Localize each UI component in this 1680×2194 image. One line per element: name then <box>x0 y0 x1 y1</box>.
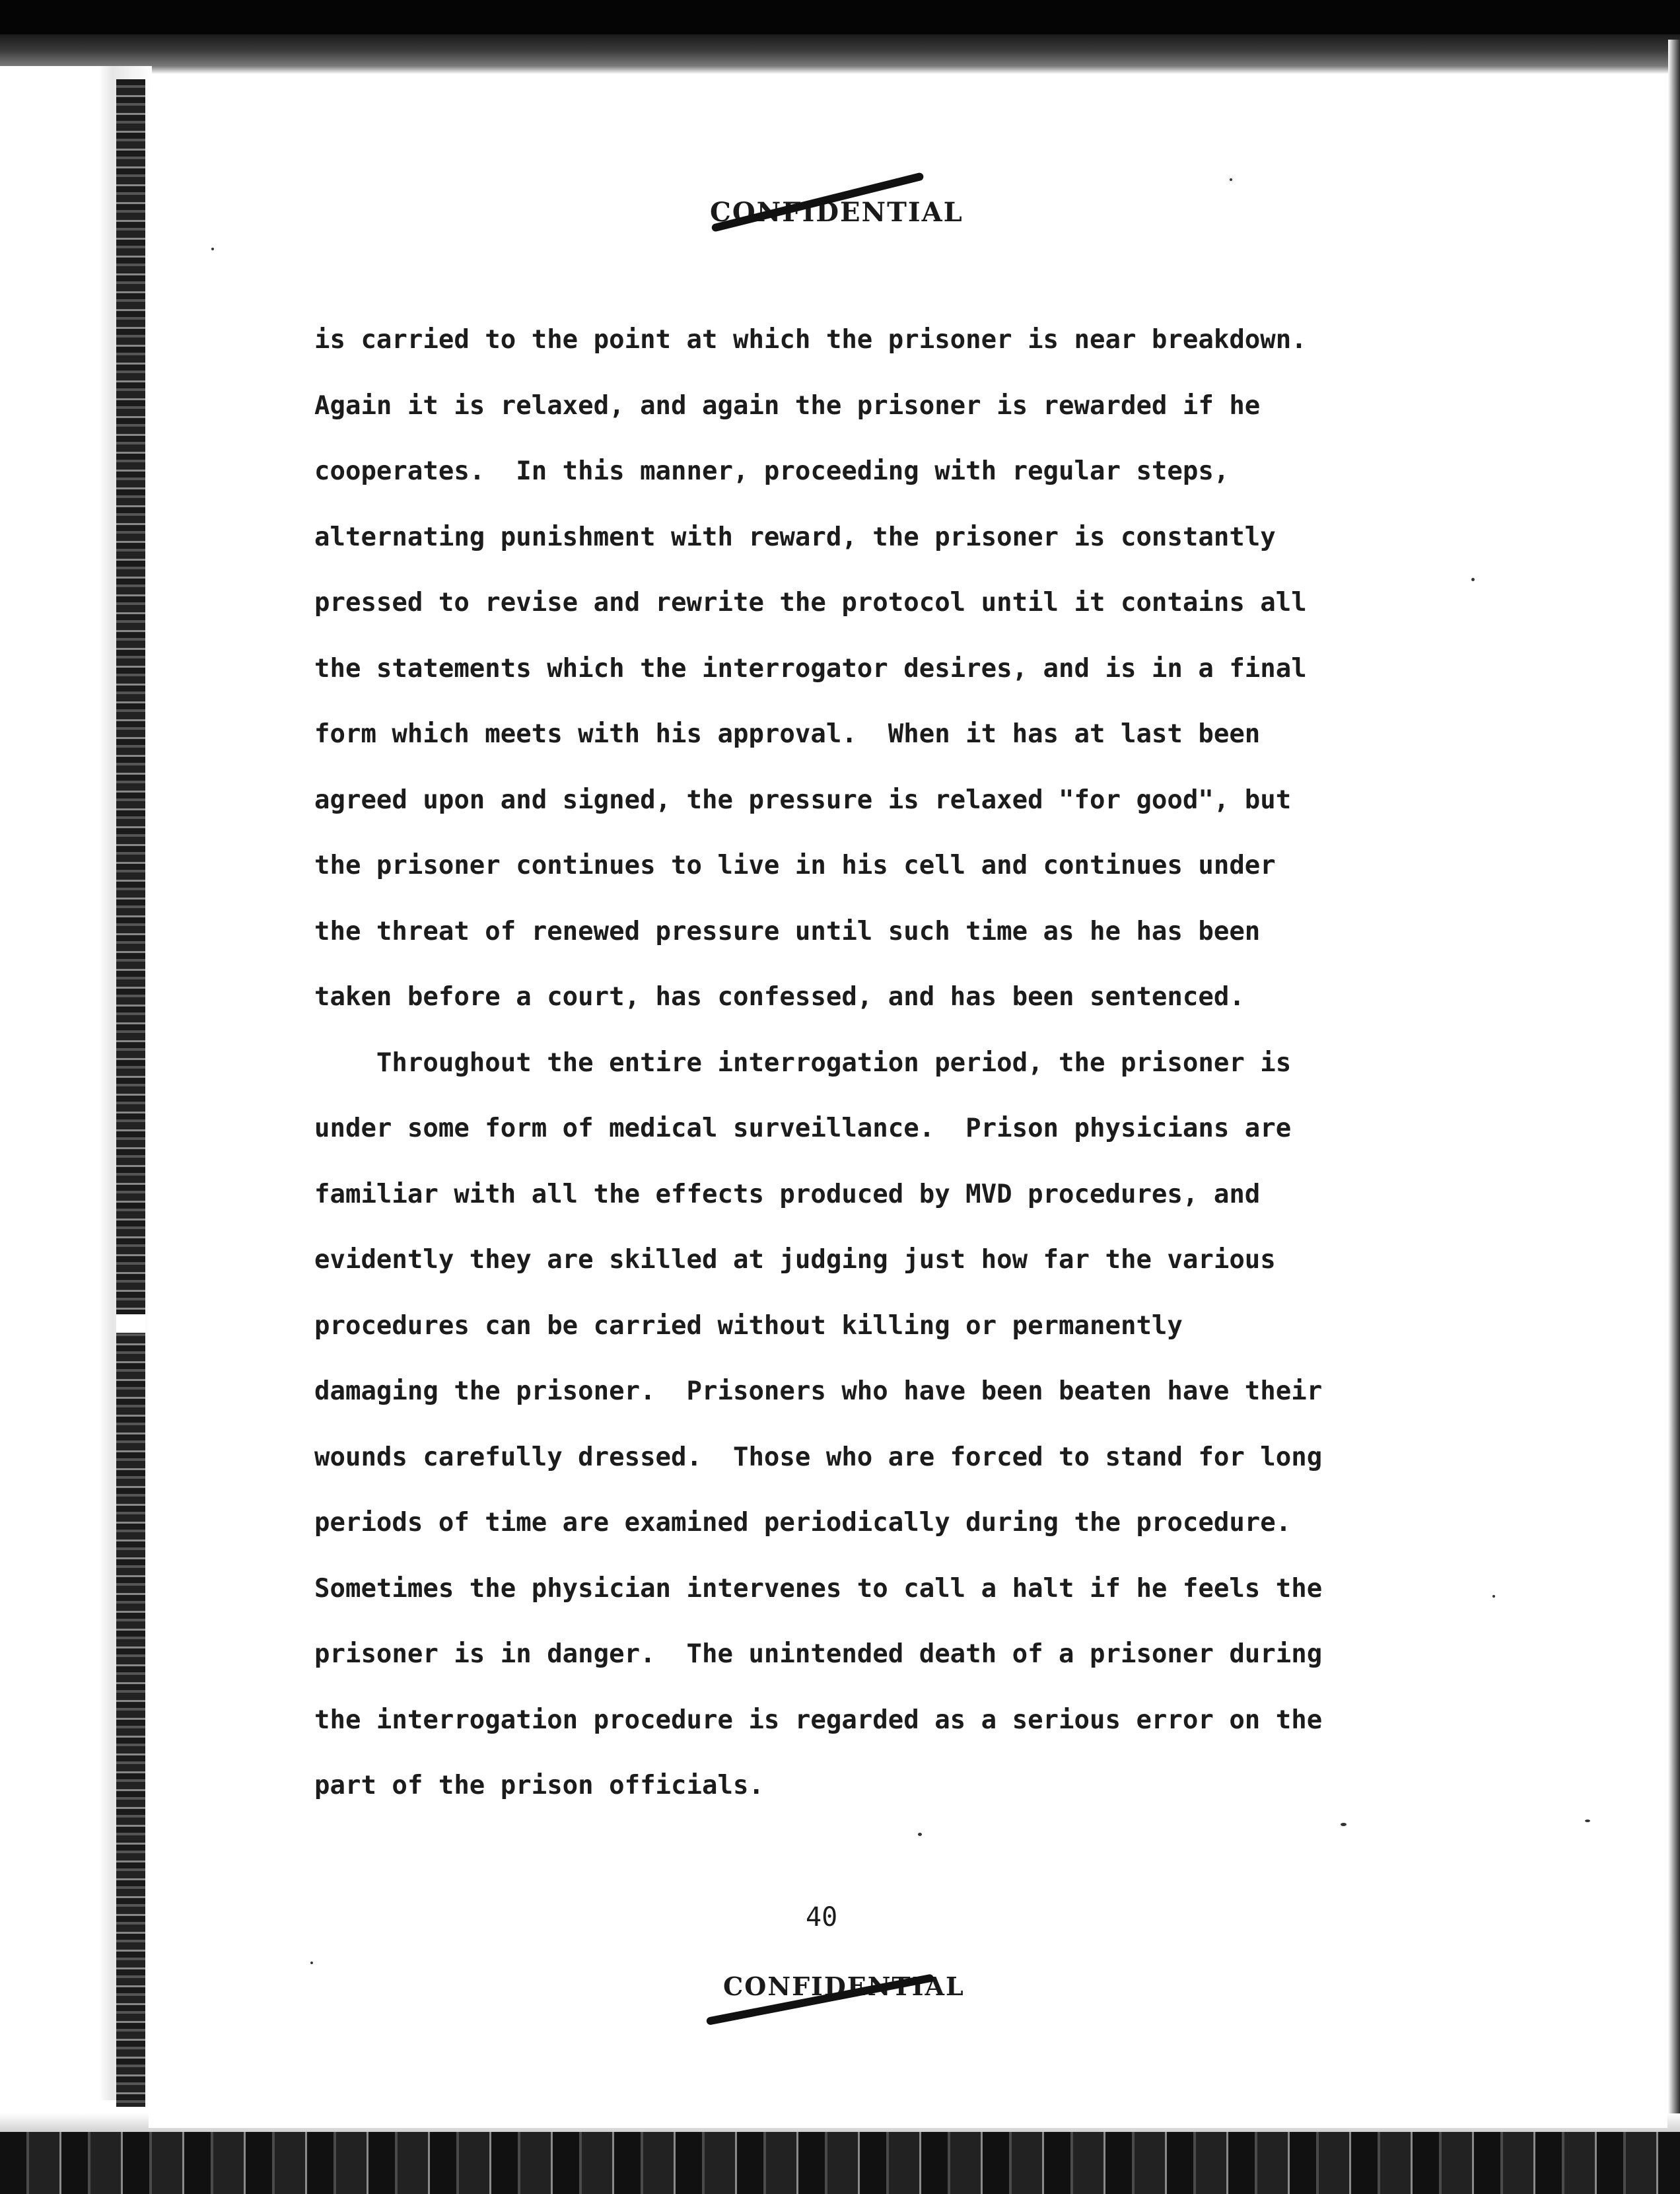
header-classification-stamp: CONFIDENTIAL <box>710 197 963 228</box>
text-line: periods of time are examined periodically during the procedure. <box>314 1508 1292 1538</box>
text-line: alternating punishment with reward, the prisoner is constantly <box>314 522 1276 552</box>
text-line: Again it is relaxed, and again the prisoner is rewarded if he <box>314 390 1261 421</box>
scan-speck <box>310 1962 313 1964</box>
text-line: taken before a court, has confessed, and has been sentenced. <box>314 982 1245 1012</box>
scan-border-left <box>116 79 145 2107</box>
text-line: wounds carefully dressed. Those who are forced to stand for long <box>314 1442 1323 1472</box>
scan-border-right <box>1668 40 1680 2140</box>
text-line: evidently they are skilled at judging just how far the various <box>314 1245 1276 1275</box>
text-line: pressed to revise and rewrite the protocol until it contains all <box>314 588 1307 618</box>
scan-border-bottom <box>0 2132 1680 2194</box>
text-line: part of the prison officials. <box>314 1771 764 1800</box>
text-line: prisoner is in danger. The unintended death of a prisoner during <box>314 1639 1323 1669</box>
scan-border-top <box>0 0 1680 34</box>
scan-speck <box>211 248 214 250</box>
text-line: the prisoner continues to live in his cell and continues under <box>314 851 1276 880</box>
text-line: Throughout the entire interrogation period, the prisoner is <box>314 1047 1292 1078</box>
scan-border-left-gap <box>116 1314 145 1333</box>
scan-shadow-top <box>0 34 1680 74</box>
scan-speck <box>1341 1823 1347 1826</box>
text-line: under some form of medical surveillance. Prison physicians are <box>314 1114 1292 1143</box>
text-line: form which meets with his approval. When it has at last been <box>314 719 1261 749</box>
scan-speck <box>1471 578 1475 581</box>
text-line: damaging the prisoner. Prisoners who have been beaten have their <box>314 1376 1323 1406</box>
page-number: 40 <box>806 1902 838 1932</box>
text-line: Sometimes the physician intervenes to call a halt if he feels the <box>314 1573 1323 1604</box>
scan-speck <box>1230 178 1232 181</box>
document-body <box>314 322 1437 1834</box>
text-line: familiar with all the effects produced by MVD procedures, and <box>314 1179 1261 1209</box>
text-line: the statements which the interrogator desires, and is in a final <box>314 653 1307 684</box>
footer-classification-stamp: CONFIDENTIAL <box>723 1971 965 2001</box>
text-line: procedures can be carried without killing or permanently <box>314 1310 1183 1341</box>
scan-speck <box>1492 1595 1495 1598</box>
text-line: the threat of renewed pressure until such time as he has been <box>314 916 1261 946</box>
text-line: agreed upon and signed, the pressure is relaxed "for good", but <box>314 785 1292 815</box>
text-line: is carried to the point at which the prisoner is near breakdown. <box>314 325 1307 355</box>
scan-speck <box>1585 1820 1590 1822</box>
text-line: the interrogation procedure is regarded as a serious error on the <box>314 1705 1323 1735</box>
scan-speck <box>918 1833 922 1836</box>
text-line: cooperates. In this manner, proceeding with regular steps, <box>314 456 1230 486</box>
